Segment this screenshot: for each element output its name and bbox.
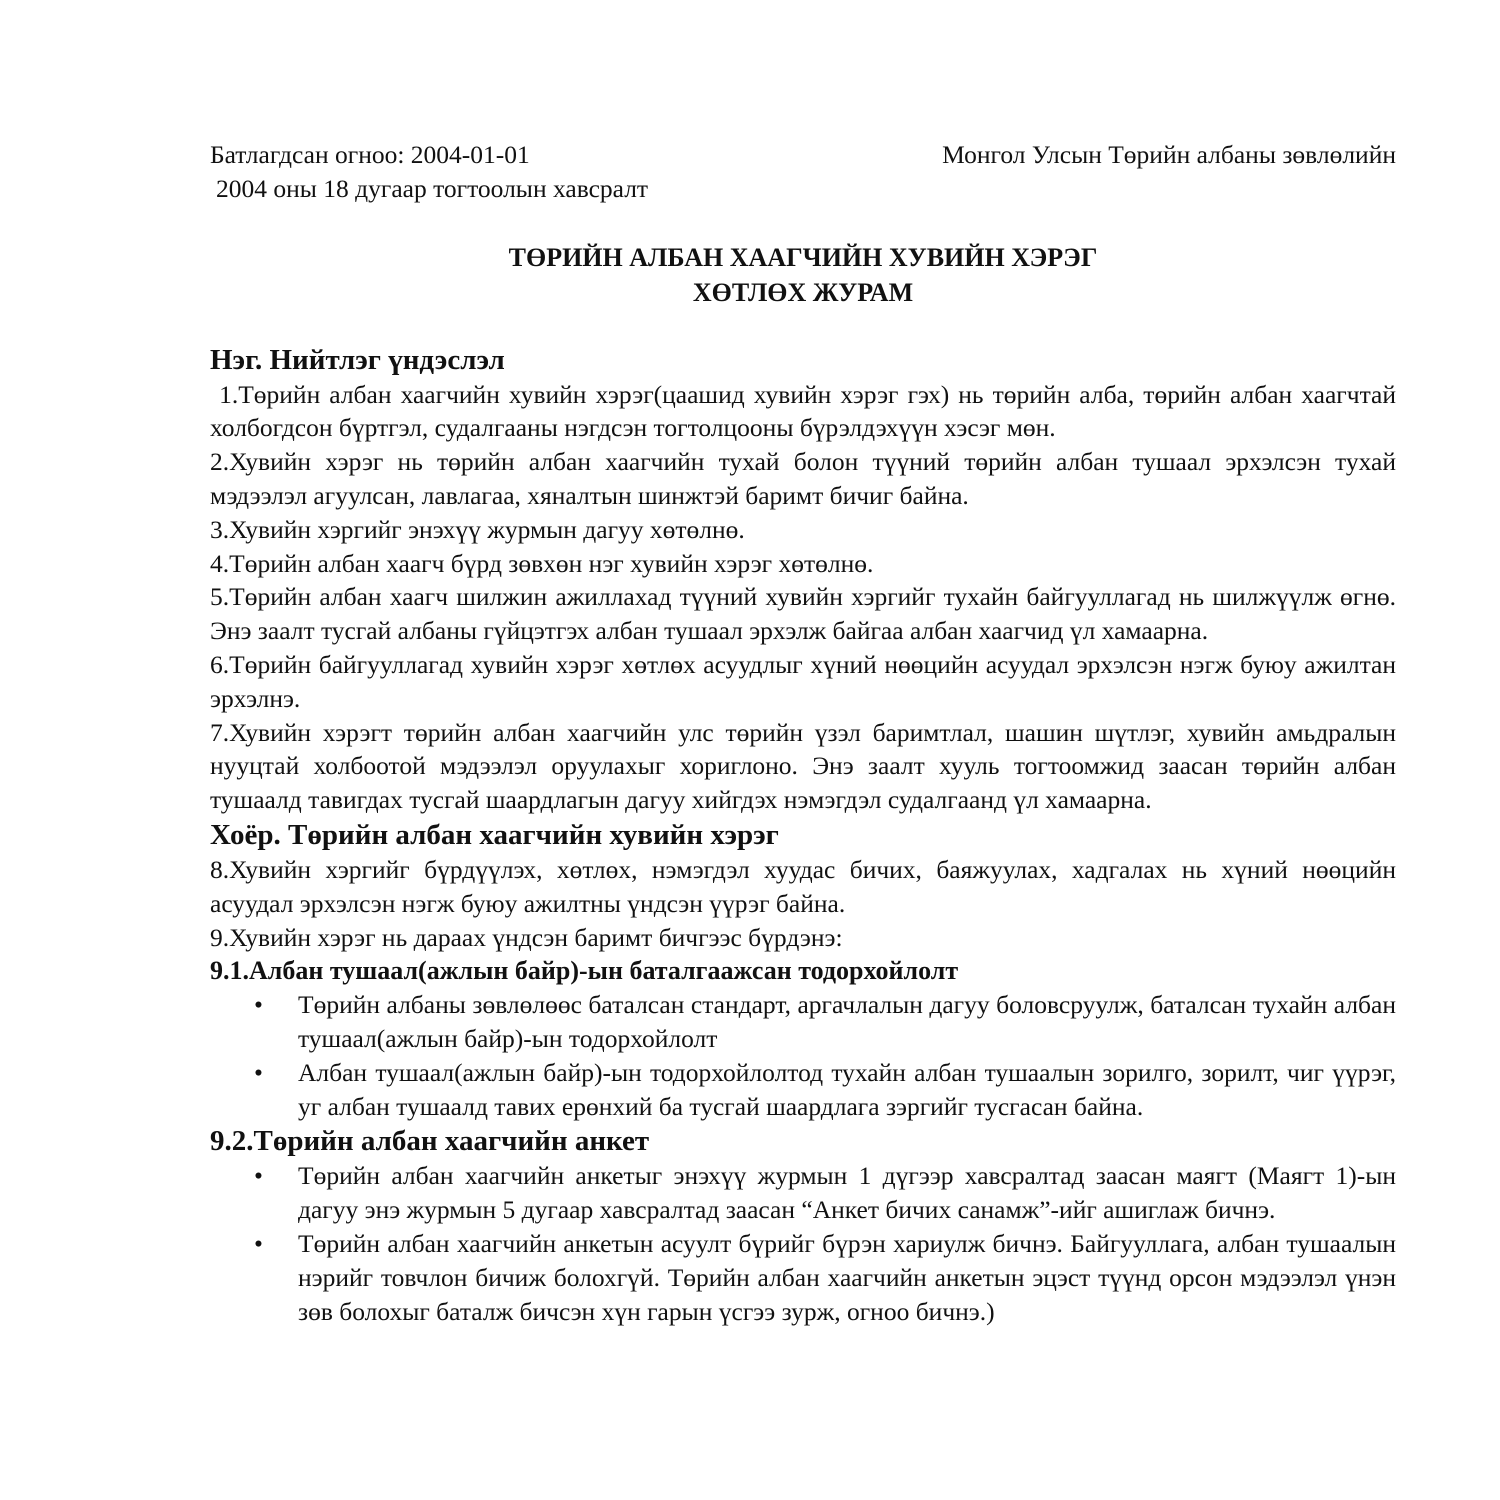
subsection-9-2-heading: 9.2.Төрийн албан хаагчийн анкет xyxy=(210,1125,650,1158)
title-line-1: ТӨРИЙН АЛБАН ХААГЧИЙН ХУВИЙН ХЭРЭГ xyxy=(508,242,1098,272)
paragraph-9: 9.Хувийн хэрэг нь дараах үндсэн баримт бичгээс бүрдэнэ: xyxy=(210,922,843,952)
subsection-9-1-list xyxy=(210,988,1396,1123)
paragraph-2: 2.Хувийн хэрэг нь төрийн албан хаагчийн тухай болон түүний төрийн албан тушаал эрхэлсэн тухай мэдээлэл агуулсан, лавлагаа, хяналтын шинжтэй баримт бичиг байна. xyxy=(210,447,1396,510)
subsection-9-2-list xyxy=(210,1159,1396,1328)
paragraph-3: 3.Хувийн хэргийг энэхүү журмын дагуу хөтөлнө. xyxy=(210,514,745,544)
subsection-9-1-heading: 9.1.Албан тушаал(ажлын байр)-ын баталгаажсан тодорхойлолт xyxy=(210,956,959,986)
list-item: • Төрийн албаны зөвлөлөөс баталсан стандарт, аргачлалын дагуу боловсруулж, баталсан тухайн албан тушаал(ажлын байр)-ын тодорхойлолт xyxy=(298,988,1396,1056)
approved-date: Батлагдсан огноо: 2004-01-01 xyxy=(210,140,530,169)
list-item: • Албан тушаал(ажлын байр)-ын тодорхойлолтод тухайн албан тушаалын зорилго, зорилт, чиг үүрэг, уг албан тушаалд тавих ерөнхий ба тусгай шаардлага зэргийг тусгасан байна. xyxy=(298,1056,1396,1124)
paragraph-5: 5.Төрийн албан хаагч шилжин ажиллахад түүний хувийн хэргийг тухайн байгууллагад нь шилжүүлж өгнө. Энэ заалт тусгай албаны гүйцэтгэх албан тушаал эрхэлж байгаа албан хаагчид үл хамаарна. xyxy=(210,582,1396,646)
document-header xyxy=(210,138,1396,172)
section-2-heading: Хоёр. Төрийн албан хаагчийн хувийн хэрэг xyxy=(210,818,779,851)
section-1-heading: Нэг. Нийтлэг үндэслэл xyxy=(210,343,505,376)
paragraph-7: 7.Хувийн хэрэгт төрийн албан хаагчийн улс төрийн үзэл баримтлал, шашин шүтлэг, хувийн амьдралын нууцтай холбоотой мэдээлэл оруулахыг хориглоно. Энэ заалт хууль тогтоомжид заасан төрийн албан тушаалд тавигдах тусгай шаардлагын дагуу хийгдэх нэмэгдэл судалгаанд үл хамаарна. xyxy=(210,717,1396,815)
council-name: Монгол Улсын Төрийн албаны зөвлөлийн xyxy=(942,140,1396,169)
document-title xyxy=(210,240,1396,310)
list-item: • Төрийн албан хаагчийн анкетын асуулт бүрийг бүрэн хариулж бичнэ. Байгууллага, албан тушаалын нэрийг товчлон бичиж болохгүй. Төрийн албан хаагчийн анкетын эцэст түүнд орсон мэдээлэл үнэн зөв болохыг баталж бичсэн хүн гарын үсгээ зурж, огноо бичнэ.) xyxy=(298,1227,1396,1328)
list-item: • Төрийн албан хаагчийн анкетыг энэхүү журмын 1 дүгээр хавсралтад заасан маягт (Маягт 1)-ын дагуу энэ журмын 5 дугаар хавсралтад заасан “Анкет бичих санамж”-ийг ашиглаж бичнэ. xyxy=(298,1159,1396,1227)
paragraph-1: 1.Төрийн албан хаагчийн хувийн хэрэг(цаашид хувийн хэрэг гэх) нь төрийн алба, төрийн албан хаагчтай холбогдсон бүртгэл, судалгааны нэгдсэн тогтолцооны бүрэлдэхүүн хэсэг мөн. xyxy=(210,379,1403,443)
title-line-2: ХӨТЛӨХ ЖУРАМ xyxy=(692,277,914,307)
paragraph-4: 4.Төрийн албан хаагч бүрд зөвхөн нэг хувийн хэрэг хөтөлнө. xyxy=(210,548,874,578)
resolution-reference: 2004 оны 18 дугаар тогтоолын хавсралт xyxy=(216,173,649,203)
paragraph-6: 6.Төрийн байгууллагад хувийн хэрэг хөтлөх асуудлыг хүний нөөцийн асуудал эрхэлсэн нэгж буюу ажилтан эрхэлнэ. xyxy=(210,649,1396,713)
document-page xyxy=(210,138,1403,1328)
paragraph-8: 8.Хувийн хэргийг бүрдүүлэх, хөтлөх, нэмэгдэл хуудас бичих, баяжуулах, хадгалах нь хүний нөөцийн асуудал эрхэлсэн нэгж буюу ажилтны үндсэн үүрэг байна. xyxy=(210,854,1396,918)
